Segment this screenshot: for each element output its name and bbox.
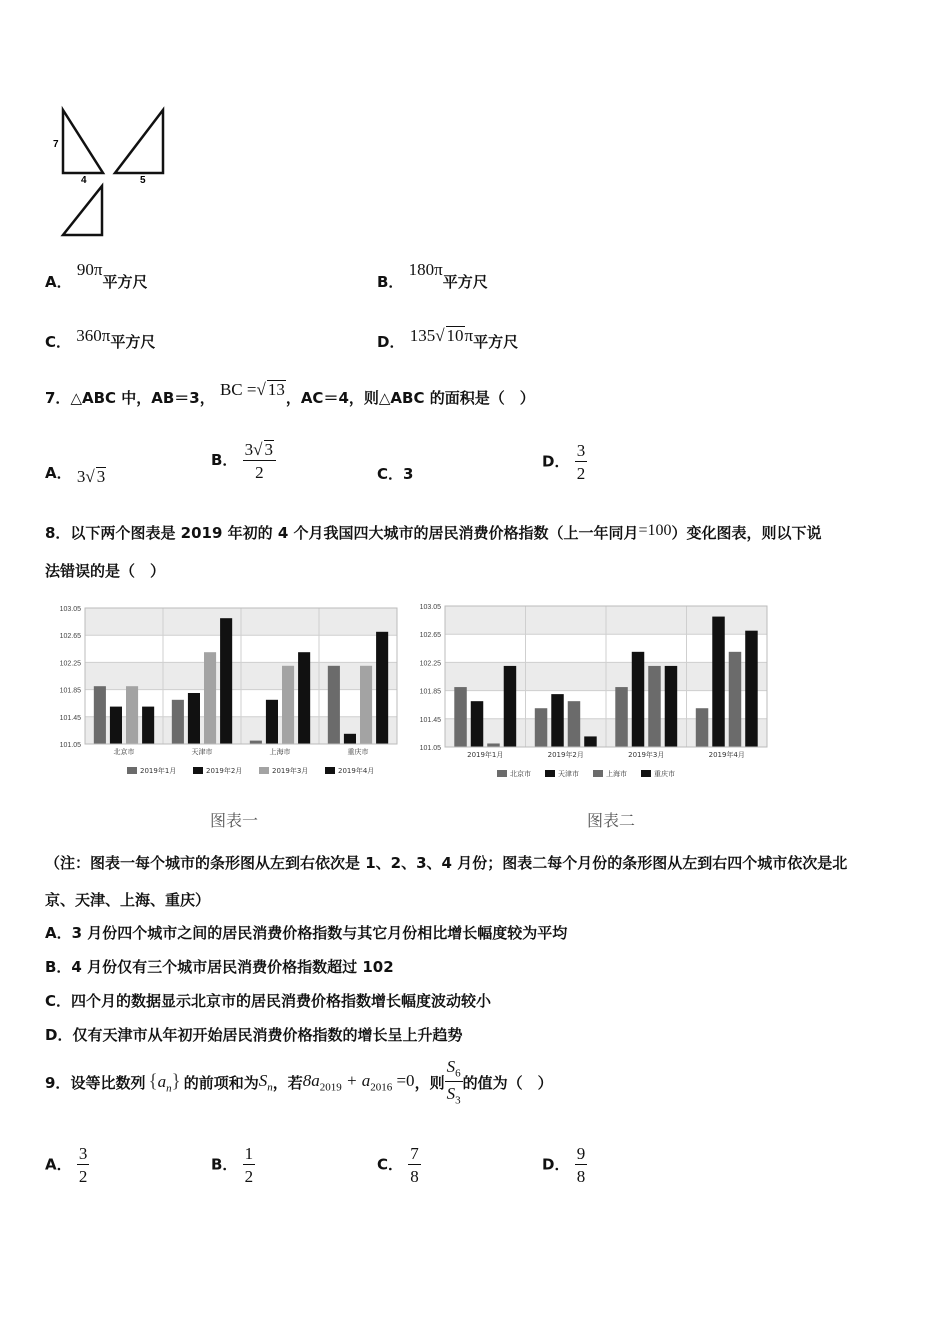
q8-option-c: C．四个月的数据显示北京市的居民消费价格指数增长幅度波动较小 (45, 992, 492, 1010)
chart-bar (376, 632, 388, 744)
top-view-triangle (63, 186, 102, 235)
q9-d-num: 9 (576, 1144, 586, 1163)
chart-x-tick-label: 2019年4月 (708, 751, 745, 759)
chart-bar (298, 652, 310, 744)
chart-two (405, 598, 775, 788)
q9-sn: S (258, 1071, 268, 1091)
chart-x-tick-label: 北京市 (113, 748, 135, 756)
q7-d-num: 3 (576, 441, 586, 460)
chart-bar (360, 666, 372, 744)
chart-bar (204, 652, 216, 744)
label-base-front: 4 (81, 175, 87, 186)
q6-option-b (377, 260, 488, 292)
chart-legend-label: 2019年4月 (338, 767, 375, 775)
q9-option-d (542, 1145, 587, 1185)
q9-stem-5: 的值为（ ） (462, 1073, 553, 1092)
chart-bar (745, 631, 757, 747)
chart-legend-swatch (127, 767, 137, 774)
q9-eq-2-sub: 2016 (370, 1081, 393, 1094)
q8-note-line2: 京、天津、上海、重庆） (45, 891, 211, 909)
chart-legend-label: 天津市 (558, 770, 579, 778)
q6-b-letter: B． (377, 273, 404, 291)
q7-a-radicand: 3 (96, 467, 106, 486)
q9-frac-den: S (446, 1084, 456, 1104)
q6-a-letter: A． (45, 273, 72, 291)
chart-legend-swatch (593, 770, 603, 777)
chart-bar (504, 666, 516, 747)
chart-bar (535, 708, 547, 747)
chart-two-caption: 图表二 (587, 813, 636, 830)
q7-a-letter: A． (45, 464, 72, 482)
q6-b-unit: 平方尺 (442, 273, 488, 291)
chart-bar (696, 708, 708, 747)
q9-eq-2: + a (341, 1071, 371, 1091)
chart-one-caption: 图表一 (210, 813, 259, 830)
chart-y-tick-label: 101.45 (419, 716, 441, 724)
q9-b-letter: B． (211, 1155, 238, 1174)
q6-a-unit: 平方尺 (102, 273, 148, 291)
chart-bar (266, 700, 278, 744)
q7-b-num-coef: 3 (244, 440, 254, 459)
chart-bar (220, 618, 232, 744)
chart-y-tick-label: 101.05 (59, 742, 81, 749)
chart-x-tick-label: 2019年2月 (547, 751, 584, 759)
chart-y-tick-label: 101.05 (419, 745, 441, 752)
q7-c-value: 3 (403, 465, 414, 483)
q8-stem-post: ）变化图表，则以下说 (671, 524, 822, 542)
q9-option-b (211, 1145, 255, 1185)
chart-bar (328, 666, 340, 744)
chart-bar (632, 652, 644, 747)
q7-b-den: 2 (255, 463, 264, 482)
q7-bc-radicand: 13 (267, 380, 285, 399)
q9-seq: a (157, 1071, 167, 1091)
chart-legend-label: 2019年1月 (140, 767, 177, 775)
chart-y-tick-label: 101.85 (419, 688, 441, 696)
q9-b-den: 2 (244, 1167, 254, 1186)
q9-stem-2: 的前项和为 (183, 1073, 259, 1092)
q7-option-a: A． 3√ 3 (45, 464, 106, 486)
q7-b-letter: B． (211, 451, 238, 469)
chart-bar (568, 701, 580, 747)
q9-a-letter: A． (45, 1155, 72, 1174)
q7-c-letter: C． (377, 465, 404, 483)
chart-legend-swatch (545, 770, 555, 777)
q9-option-a (45, 1145, 89, 1185)
q7-option-d (542, 442, 587, 482)
chart-x-tick-label: 2019年3月 (628, 751, 665, 759)
chart-bar (142, 707, 154, 744)
chart-x-tick-label: 天津市 (191, 748, 213, 756)
chart-y-tick-label: 103.05 (59, 606, 81, 613)
q9-stem-3: ，若 (272, 1073, 303, 1092)
chart-bar (110, 707, 122, 744)
q9-eq-1-sub: 2019 (319, 1081, 342, 1094)
q8-stem-line1 (45, 522, 822, 543)
q6-d-unit: 平方尺 (473, 333, 519, 351)
q7-stem: 7．△ABC 中，AB＝3， BC =√ 13，AC＝4，则△ABC 的面积是（ ） (45, 380, 535, 407)
side-view-triangle (115, 110, 163, 173)
q9-eq-1: 8a (302, 1071, 320, 1091)
q7-d-letter: D． (542, 452, 570, 471)
q9-frac-num-sub: 6 (455, 1067, 461, 1080)
q7-option-c (377, 463, 413, 484)
q9-b-num: 1 (244, 1144, 254, 1163)
chart-bar (471, 701, 483, 747)
chart-legend-label: 重庆市 (654, 770, 675, 778)
chart-legend-label: 北京市 (510, 770, 531, 778)
q8-stem-eq: =100 (638, 522, 672, 539)
q7-a-coef: 3 (76, 467, 86, 486)
q7-stem-2: ，AC＝4，则△ABC 的面积是（ ） (285, 389, 535, 407)
q9-frac-num: S (446, 1057, 456, 1076)
q9-number: 9． (45, 1073, 71, 1092)
q9-stem-1: 设等比数列 (70, 1073, 146, 1092)
q8-stem-pre: 8．以下两个图表是 2019 年初的 4 个月我国四大城市的居民消费价格指数（上一年同月 (45, 524, 639, 542)
chart-one (45, 598, 405, 788)
q9-sn-sub: n (267, 1081, 273, 1094)
chart-legend-swatch (193, 767, 203, 774)
chart-legend-label: 上海市 (606, 770, 627, 778)
front-view-triangle (63, 110, 103, 173)
q6-c-value: 360π (76, 326, 111, 345)
chart-bar (615, 687, 627, 747)
chart-bar (648, 666, 660, 747)
chart-bar (344, 734, 356, 744)
q7-b-num-radicand: 3 (264, 440, 274, 459)
chart-bar (487, 743, 499, 747)
q8-option-a: A．3 月份四个城市之间的居民消费价格指数与其它月份相比增长幅度较为平均 (45, 924, 568, 942)
q9-c-num: 7 (410, 1144, 419, 1163)
q9-c-letter: C． (377, 1155, 404, 1174)
chart-x-tick-label: 上海市 (269, 748, 291, 756)
q9-c-den: 8 (410, 1167, 419, 1186)
q7-stem-1: △ABC 中，AB＝3， (70, 389, 215, 407)
chart-bar (665, 666, 677, 747)
label-base-side: 5 (140, 175, 146, 186)
chart-x-tick-label: 重庆市 (347, 748, 369, 756)
q6-b-value: 180π (408, 260, 443, 279)
q9-a-den: 2 (78, 1167, 88, 1186)
chart-bar (584, 736, 596, 747)
q6-d-coef: 135 (409, 326, 436, 345)
q6-a-value: 90π (76, 260, 103, 279)
q9-stem: 9． 设等比数列 $\{a_n\}$ 的前项和为 $S_n$ ，若 $8a_{2019} + a_{2016} =0$ ，则 $\frac{S_6}{S_3}$ 的值为（ ） (45, 1057, 553, 1107)
q9-seq-sub: n (166, 1082, 172, 1095)
chart-y-tick-label: 101.85 (59, 687, 81, 695)
chart-bar (551, 694, 563, 747)
chart-bar (454, 687, 466, 747)
q9-d-den: 8 (576, 1167, 586, 1186)
q6-option-a (45, 260, 148, 292)
chart-x-tick-label: 2019年1月 (467, 751, 504, 759)
q6-d-letter: D． (377, 333, 405, 351)
q9-option-c (377, 1145, 421, 1185)
q7-d-den: 2 (576, 464, 586, 483)
chart-legend-swatch (259, 767, 269, 774)
q9-a-num: 3 (78, 1144, 88, 1163)
chart-legend-label: 2019年2月 (206, 767, 243, 775)
q9-d-letter: D． (542, 1155, 570, 1174)
q6-d-pi: π (464, 326, 474, 345)
q9-eq-3: =0 (392, 1071, 415, 1091)
q8-option-b: B．4 月份仅有三个城市居民消费价格指数超过 102 (45, 958, 394, 976)
chart-bar (126, 686, 138, 744)
chart-bar (250, 741, 262, 744)
q7-number: 7． (45, 389, 71, 407)
chart-legend-swatch (325, 767, 335, 774)
q7-option-b: B． $\frac{3√ 3}{2}$ (211, 440, 276, 481)
q9-stem-4: ，则 (414, 1073, 445, 1092)
q8-option-d: D．仅有天津市从年初开始居民消费价格指数的增长呈上升趋势 (45, 1026, 463, 1044)
q8-note-line1: （注：图表一每个城市的条形图从左到右依次是 1、2、3、4 月份；图表二每个月份的条形图从左到右四个城市依次是北 (45, 854, 848, 872)
chart-bar (729, 652, 741, 747)
q6-c-unit: 平方尺 (110, 333, 156, 351)
chart-y-tick-label: 101.45 (59, 714, 81, 722)
chart-y-tick-label: 103.05 (419, 604, 441, 611)
label-height: 7 (53, 139, 59, 150)
chart-bar (188, 693, 200, 744)
chart-y-tick-label: 102.65 (59, 633, 81, 641)
q7-bc: BC = (219, 380, 257, 399)
chart-bar (94, 686, 106, 744)
chart-legend-label: 2019年3月 (272, 767, 309, 775)
q6-option-d: D． 135√ 10π平方尺 (377, 326, 519, 351)
q6-c-letter: C． (45, 333, 72, 351)
q6-d-radicand: 10 (446, 326, 464, 345)
q9-frac-den-sub: 3 (455, 1094, 461, 1107)
three-view-figure (40, 100, 180, 245)
chart-bar (712, 617, 724, 747)
q6-option-c (45, 326, 156, 352)
chart-y-tick-label: 102.65 (419, 632, 441, 640)
q8-stem-line2: 法错误的是（ ） (45, 562, 166, 580)
chart-legend-swatch (497, 770, 507, 777)
chart-y-tick-label: 102.25 (419, 660, 441, 668)
chart-bar (282, 666, 294, 744)
chart-y-tick-label: 102.25 (59, 660, 81, 668)
chart-legend-swatch (641, 770, 651, 777)
chart-bar (172, 700, 184, 744)
